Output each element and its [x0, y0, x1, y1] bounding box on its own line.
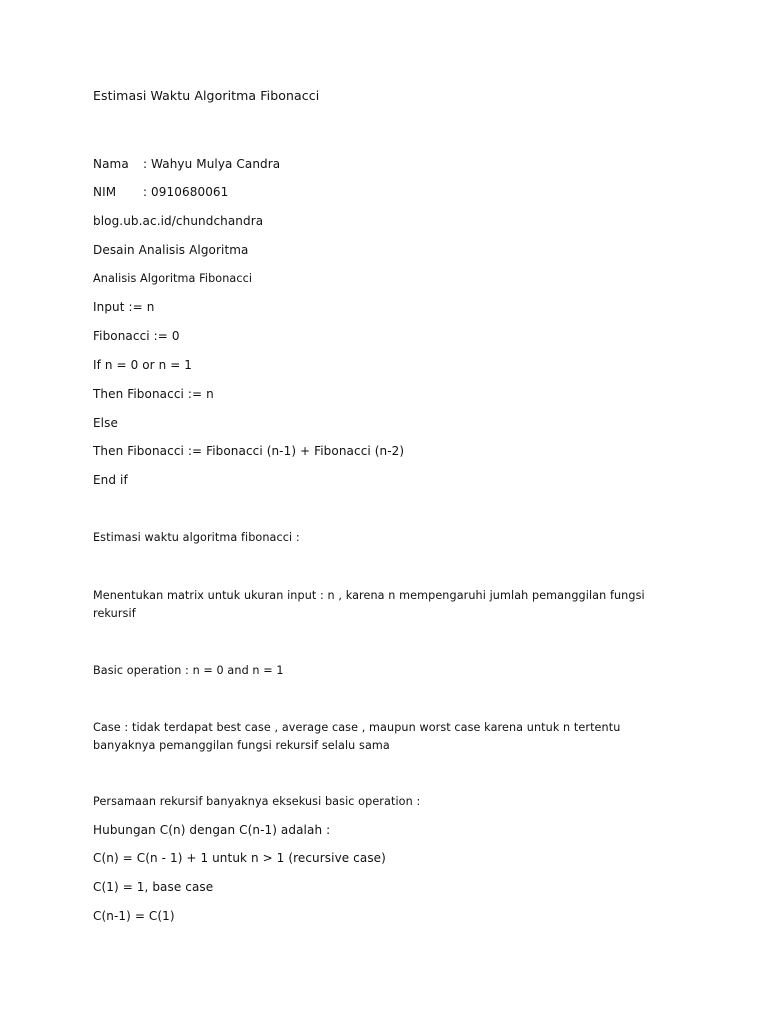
name-label: Nama: [93, 157, 129, 171]
code-line-then: Then Fibonacci := n: [93, 387, 214, 401]
blog-url: blog.ub.ac.id/chundchandra: [93, 214, 264, 228]
nim-line: [93, 183, 228, 201]
case-paragraph: Case : tidak terdapat best case , average case , maupun worst case karena untuk n tertentu banyaknya pemanggilan fungsi rekursif selalu sama: [93, 721, 621, 752]
course-name: Desain Analisis Algoritma: [93, 243, 249, 257]
nim-value: : 0910680061: [143, 185, 229, 199]
equation-recursive-case: C(n) = C(n - 1) + 1 untuk n > 1 (recursive case): [93, 851, 386, 865]
section-subtitle: Analisis Algoritma Fibonacci: [93, 272, 253, 285]
recurrence-heading: Persamaan rekursif banyaknya eksekusi basic operation :: [93, 795, 421, 808]
basic-operation: Basic operation : n = 0 and n = 1: [93, 664, 284, 677]
code-line-if: If n = 0 or n = 1: [93, 358, 193, 372]
code-line-endif: End if: [93, 473, 128, 487]
name-value: : Wahyu Mulya Candra: [143, 157, 281, 171]
code-line-recursive: Then Fibonacci := Fibonacci (n-1) + Fibonacci (n-2): [93, 444, 405, 458]
code-line-init: Fibonacci := 0: [93, 329, 180, 343]
estimation-heading: Estimasi waktu algoritma fibonacci :: [93, 531, 300, 544]
equation-base-case: C(1) = 1, base case: [93, 880, 214, 894]
code-line-input: Input := n: [93, 300, 155, 314]
matrix-paragraph: Menentukan matrix untuk ukuran input : n , karena n mempengaruhi jumlah pemanggilan fungsi rekursif: [93, 589, 645, 620]
code-line-else: Else: [93, 416, 118, 430]
equation-reduction: C(n-1) = C(1): [93, 909, 175, 923]
name-line: [93, 155, 280, 173]
nim-label: NIM: [93, 185, 117, 199]
document-title: Estimasi Waktu Algoritma Fibonacci: [93, 88, 320, 103]
relation-line: Hubungan C(n) dengan C(n-1) adalah :: [93, 823, 331, 837]
